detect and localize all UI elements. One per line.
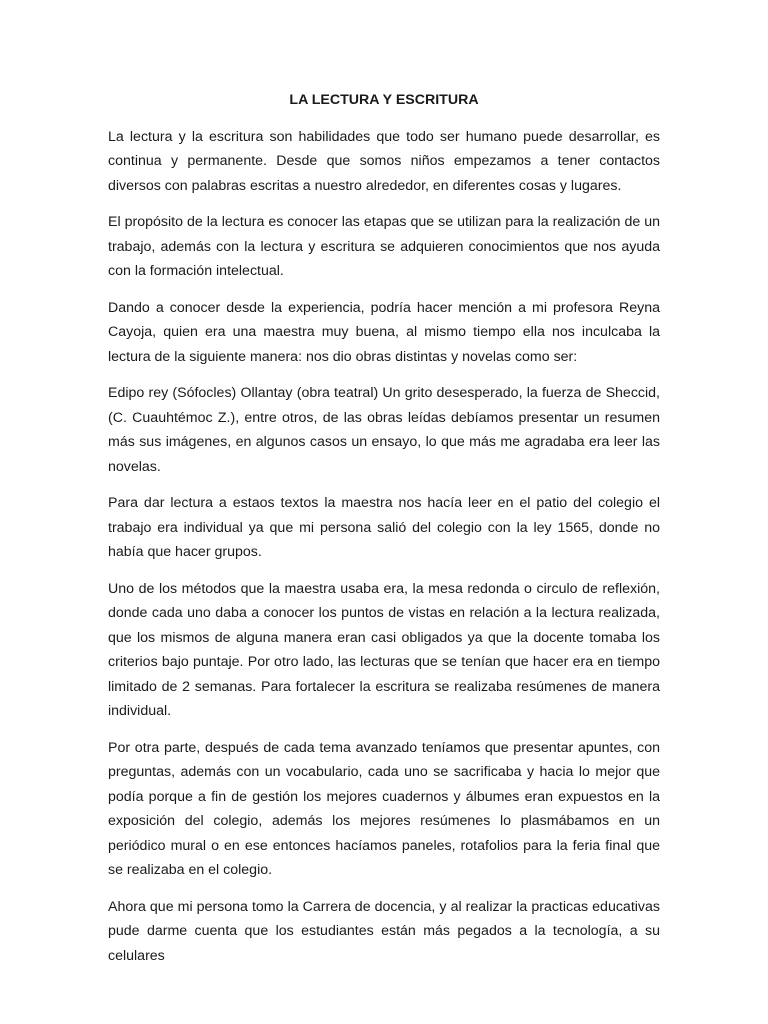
paragraph-1: La lectura y la escritura son habilidades que todo ser humano puede desarrollar, es continua y permanente. Desde que somos niños empezamos a tener contactos diversos con palabras escritas a nuestro alrededor, en diferentes cosas y lugares. [108, 128, 660, 194]
paragraph-5: Para dar lectura a estaos textos la maestra nos hacía leer en el patio del colegio el trabajo era individual ya que mi persona salió del colegio con la ley 1565, donde no había que hacer grupos. [108, 495, 660, 560]
paragraph-4: Edipo rey (Sófocles) Ollantay (obra teatral) Un grito desesperado, la fuerza de Sheccid, (C. Cuauhtémoc Z.), entre otros, de las obras leídas debíamos presentar un resumen más sus imágenes, en algunos casos un ensayo, lo que más me agradaba era leer las novelas. [108, 385, 660, 475]
paragraph-8: Ahora que mi persona tomo la Carrera de docencia, y al realizar la practicas educativas pude darme cuenta que los estudiantes están más pegados a la tecnología, a su celulares [108, 898, 660, 964]
document-body [108, 88, 660, 980]
paragraph-7: Por otra parte, después de cada tema avanzado teníamos que presentar apuntes, con preguntas, además con un vocabulario, cada uno se sacrificaba y hacia lo mejor que podía porque a fin de gestión los mejores cuadernos y álbumes eran expuestos en la exposición del colegio, además los mejores resúmenes lo plasmábamos en un periódico mural o en ese entonces hacíamos paneles, rotafolios para la feria final que se realizaba en el colegio. [108, 739, 660, 878]
paragraph-2: El propósito de la lectura es conocer las etapas que se utilizan para la realización de un trabajo, además con la lectura y escritura se adquieren conocimientos que nos ayuda con la formación intelectual. [108, 214, 660, 279]
document-title: LA LECTURA Y ESCRITURA [289, 92, 479, 108]
paragraph-6: Uno de los métodos que la maestra usaba era, la mesa redonda o circulo de reflexión, donde cada uno daba a conocer los puntos de vistas en relación a la lectura realizada, que los mismos de alguna manera eran casi obligados ya que la docente tomaba los criterios bajo puntaje. Por otro lado, las lecturas que se tenían que hacer era en tiempo limitado de 2 semanas. Para fortalecer la escritura se realizaba resúmenes de manera individual. [108, 580, 660, 719]
paragraph-3: Dando a conocer desde la experiencia, podría hacer mención a mi profesora Reyna Cayoja, quien era una maestra muy buena, al mismo tiempo ella nos inculcaba la lectura de la siguiente manera: nos dio obras distintas y novelas como ser: [108, 299, 660, 365]
